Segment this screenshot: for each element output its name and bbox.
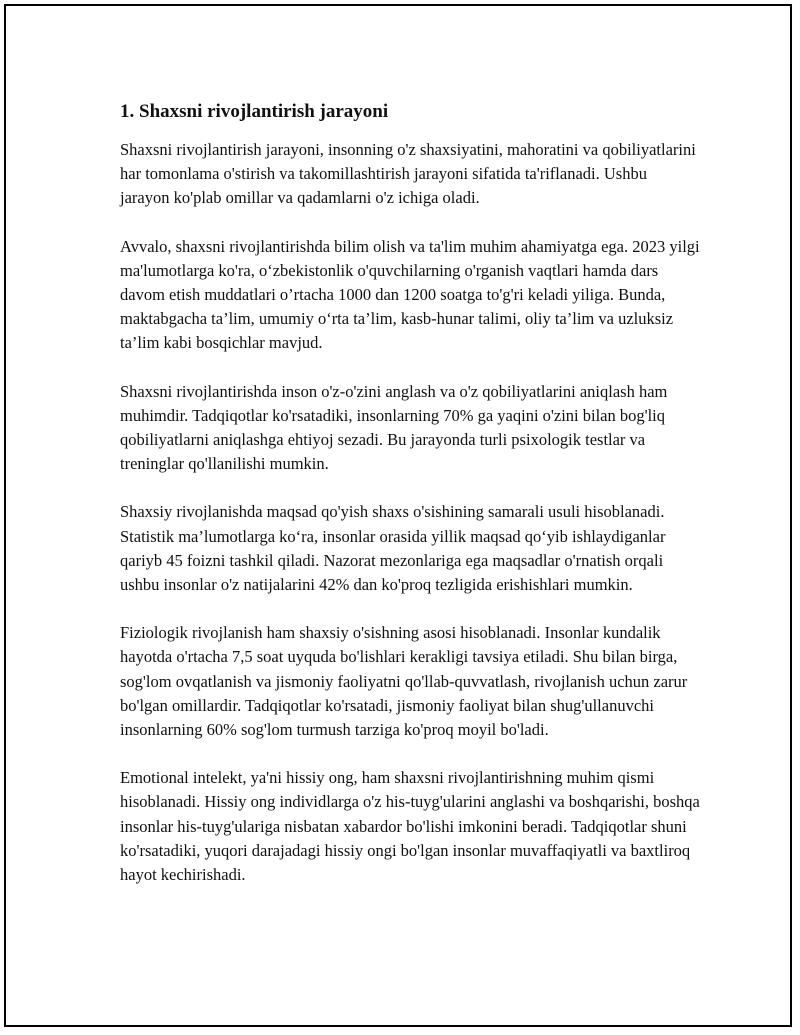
paragraph-intro: Shaxsni rivojlantirish jarayoni, insonning o'z shaxsiyatini, mahoratini va qobiliyatlarini har tomonlama o'stirish va takomillashtirish jarayoni sifatida ta'riflanadi. Ushbu jarayon ko'plab omillar va qadamlarni o'z ichiga oladi.	[120, 140, 696, 208]
document-content	[120, 98, 700, 911]
paragraph-goal-setting: Shaxsiy rivojlanishda maqsad qo'yish shaxs o'sishining samarali usuli hisoblanadi. Statistik ma’lumotlarga ko‘ra, insonlar orasida yillik maqsad qo‘yib ishlaydiganlar qariyb 45 foizni tashkil qiladi. Nazorat mezonlariga ega maqsadlar o'rnatish orqali ushbu insonlar o'z natijalarini 42% dan ko'proq tezligida erishishlari mumkin.	[120, 502, 666, 595]
document-page	[4, 4, 792, 1027]
section-title: 1. Shaxsni rivojlantirish jarayoni	[120, 101, 389, 122]
paragraph-self-awareness: Shaxsni rivojlantirishda inson o'z-o'zini anglash va o'z qobiliyatlarini aniqlash ham muhimdir. Tadqiqotlar ko'rsatadiki, insonlarning 70% ga yaqini o'zini bilan bog'liq qobiliyatlarni aniqlashga ehtiyoj sezadi. Bu jarayonda turli psixologik testlar va treninglar qo'llanilishi mumkin.	[120, 381, 668, 474]
paragraph-education: Avvalo, shaxsni rivojlantirishda bilim olish va ta'lim muhim ahamiyatga ega. 2023 yilgi ma'lumotlarga ko'ra, o‘zbekistonlik o'quvchilarning o'rganish vaqtlari hamda dars davom etish muddatlari o’rtacha 1000 dan 1200 soatga to'g'ri keladi yiliga. Bunda, maktabgacha ta’lim, umumiy o‘rta ta’lim, kasb-hunar talimi, oliy ta’lim va uzluksiz ta’lim kabi bosqichlar mavjud.	[120, 236, 700, 353]
paragraph-emotional-intelligence: Emotional intelekt, ya'ni hissiy ong, ham shaxsni rivojlantirishning muhim qismi hisoblanadi. Hissiy ong individlarga o'z his-tuyg'ularini anglashi va boshqarishi, boshqa insonlar his-tuyg'ulariga nisbatan xabardor bo'lishi imkonini beradi. Tadqiqotlar shuni ko'rsatadiki, yuqori darajadagi hissiy ongi bo'lgan insonlar muvaffaqiyatli va baxtliroq hayot kechirishadi.	[120, 768, 700, 885]
paragraph-physiological: Fiziologik rivojlanish ham shaxsiy o'sishning asosi hisoblanadi. Insonlar kundalik hayotda o'rtacha 7,5 soat uyquda bo'lishlari kerakligi tavsiya etiladi. Shu bilan birga, sog'lom ovqatlanish va jismoniy faoliyatni qo'llab-quvvatlash, rivojlanish uchun zarur bo'lgan omillardir. Tadqiqotlar ko'rsatadi, jismoniy faoliyat bilan shug'ullanuvchi insonlarning 60% sog'lom turmush tarziga ko'proq moyil bo'ladi.	[120, 623, 688, 740]
